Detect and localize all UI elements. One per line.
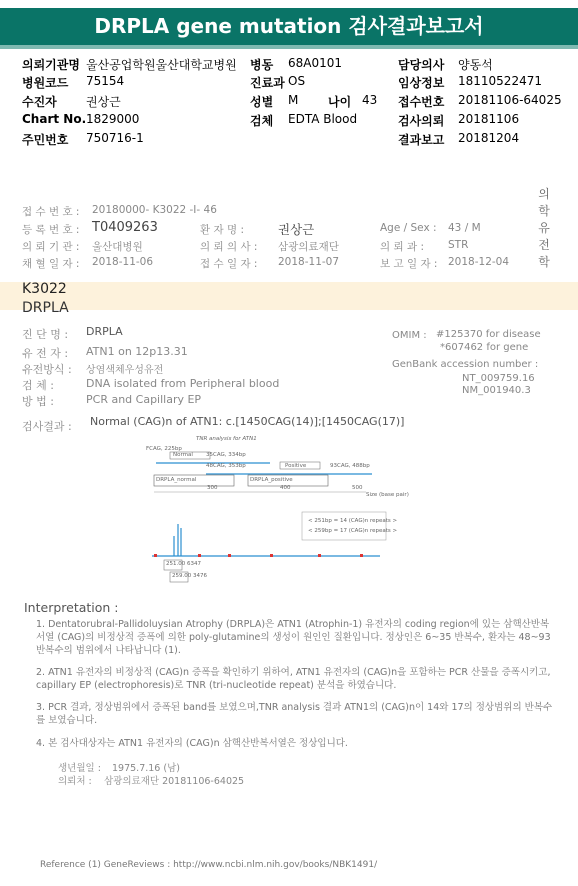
collect-label: 채 혈 일 자 : xyxy=(22,258,80,270)
accession-label: 접 수 번 호 : xyxy=(22,206,80,218)
header-label: 담당의사 xyxy=(398,58,445,72)
header-value: 750716-1 xyxy=(86,131,144,145)
diagnosis-label: 진 단 명 : xyxy=(22,328,69,341)
header-label: 병원코드 xyxy=(22,76,69,90)
result-label: 검사결과 : xyxy=(22,420,72,433)
agesex-label: Age / Sex : xyxy=(380,222,437,234)
header-label: 진료과 xyxy=(250,76,285,90)
inst-value: 울산대병원 xyxy=(92,241,143,253)
header-value: 68A0101 xyxy=(288,56,343,70)
genbank-1: NT_009759.16 xyxy=(462,373,535,384)
tick-400: 400 xyxy=(280,485,291,491)
tick-300: 300 xyxy=(207,485,218,491)
method-value: PCR and Capillary EP xyxy=(86,393,202,406)
reg-value: T0409263 xyxy=(92,220,158,235)
method-label: 방 법 : xyxy=(22,395,54,408)
header-value: 양동석 xyxy=(458,58,493,72)
inst-label: 의 뢰 기 관 : xyxy=(22,241,80,253)
header-label: 의뢰기관명 xyxy=(22,58,80,72)
bp-left: FCAG, 225bp xyxy=(146,446,182,452)
header-value: 울산공업학원울산대학교병원 xyxy=(86,58,237,72)
size-axis-label: Size (base pair) xyxy=(366,492,409,498)
diagram-title: TNR analysis for ATN1 xyxy=(196,436,257,442)
header-label: 검체 xyxy=(250,114,274,128)
header-value: 43 xyxy=(362,93,378,107)
code-band xyxy=(0,282,578,310)
positive-label: Positive xyxy=(285,463,307,469)
birth-label: 생년월일 : xyxy=(58,763,101,774)
legend-box xyxy=(302,512,386,540)
peak-label-1: 251.00 6347 xyxy=(166,561,201,567)
genbank-label: GenBank accession number : xyxy=(392,359,539,370)
box-positive-label: DRPLA_positive xyxy=(250,477,293,483)
requester-label: 의뢰처 : xyxy=(58,776,92,787)
header-value: 권상근 xyxy=(86,95,121,109)
header-value: 1829000 xyxy=(86,112,140,126)
header-label: 결과보고 xyxy=(398,133,445,147)
reference: Reference (1) GeneReviews : http://www.ncbi.nlm.nih.gov/books/NBK1491/ xyxy=(40,860,378,870)
gene-label: 유 전 자 : xyxy=(22,347,69,360)
interpretation-paragraph-2: 2. ATN1 유전자의 비정상적 (CAG)n 증폭을 확인하기 위하여, ATN1 유전자의 (CAG)n을 포함하는 PCR 산물을 증폭시키고, capillary EP (electrophoresis)로 TNR (tri-nucleotide repeat) 분석을 하였습니다. xyxy=(36,667,551,691)
birth-value: 1975.7.16 (남) xyxy=(112,763,180,774)
omim-disease: #125370 for disease xyxy=(436,329,541,340)
doctor-value: 삼광의료재단 xyxy=(278,241,339,253)
header-label: Chart No. xyxy=(22,112,87,126)
legend-line-1: < 251bp = 14 (CAG)n repeats > xyxy=(308,518,398,524)
header-label: 임상정보 xyxy=(398,76,445,90)
header-label: 접수번호 xyxy=(398,95,445,109)
specimen-label: 검 체 : xyxy=(22,379,54,392)
peak-label-2: 259.00 3476 xyxy=(172,573,207,579)
specimen-value: DNA isolated from Peripheral blood xyxy=(86,377,280,390)
header-value: M xyxy=(288,93,299,107)
header-label: 병동 xyxy=(250,58,274,72)
report-date-value: 2018-12-04 xyxy=(448,256,510,268)
bp-mid: 35CAG, 334bp xyxy=(206,452,246,458)
recv-label: 접 수 일 자 : xyxy=(200,258,258,270)
header-value: 20181204 xyxy=(458,131,520,145)
box-normal-label: DRPLA_normal xyxy=(156,477,197,483)
test-code: K3022 xyxy=(22,281,67,297)
title-underline xyxy=(0,45,578,49)
accession-value: 20180000- K3022 -I- 46 xyxy=(92,204,217,216)
header-label: 성별 xyxy=(250,95,274,109)
header-value: 20181106-64025 xyxy=(458,93,562,107)
gene-value: ATN1 on 12p13.31 xyxy=(86,345,188,358)
header-label: 주민번호 xyxy=(22,133,69,147)
diagnosis-value: DRPLA xyxy=(86,325,123,338)
patient-value: 권상근 xyxy=(278,222,315,237)
omim-gene: *607462 for gene xyxy=(440,342,529,353)
header-label: 나이 xyxy=(328,95,352,109)
tick-500: 500 xyxy=(352,485,363,491)
result-value: Normal (CAG)n of ATN1: c.[1450CAG(14)];[1450CAG(17)] xyxy=(90,415,405,428)
report-date-label: 보 고 일 자 : xyxy=(380,258,438,270)
interpretation-paragraph-1: 1. Dentatorubral-Pallidoluysian Atrophy (DRPLA)은 ATN1 (Atrophin-1) 유전자의 coding region에 있는 삼핵산반복서열 (CAG)의 비정상적 증폭에 의한 poly-glutamine의 생성이 원인인 질환입니다. 정상인은 6~35 반복수, 환자는 48~93 반복수의 범위에서 나타납니다 (1). xyxy=(36,619,551,656)
bp-mid2: 48CAG, 353bp xyxy=(206,463,246,469)
test-name: DRPLA xyxy=(22,300,69,316)
interpretation-paragraph-4: 4. 본 검사대상자는 ATN1 유전자의 (CAG)n 삼핵산반복서열은 정상입니다. xyxy=(36,738,348,749)
reg-label: 등 록 번 호 : xyxy=(22,224,80,236)
header-value: EDTA Blood xyxy=(288,112,358,126)
collect-value: 2018-11-06 xyxy=(92,256,154,268)
requester-value: 삼광의료재단 20181106-64025 xyxy=(104,776,245,787)
header-value: OS xyxy=(288,74,306,88)
header-value: 20181106 xyxy=(458,112,520,126)
side-vertical-text: 의학유전학 xyxy=(538,187,550,269)
dept-value: STR xyxy=(448,239,469,251)
dept-label: 의 뢰 과 : xyxy=(380,241,424,253)
recv-value: 2018-11-07 xyxy=(278,256,340,268)
legend-line-2: < 259bp = 17 (CAG)n repeats > xyxy=(308,528,398,534)
interpretation-paragraph-3: 3. PCR 결과, 정상범위에서 증폭된 band를 보였으며,TNR analysis 결과 ATN1의 (CAG)n이 14와 17의 정상범위의 반복수를 보였습니다. xyxy=(36,702,553,726)
inheritance-label: 유전방식 : xyxy=(22,363,72,376)
genbank-2: NM_001940.3 xyxy=(462,385,531,396)
doctor-label: 의 뢰 의 사 : xyxy=(200,241,258,253)
report-title: DRPLA gene mutation 검사결과보고서 xyxy=(0,8,578,45)
interpretation-title: Interpretation : xyxy=(24,600,119,615)
bp-right: 93CAG, 488bp xyxy=(330,463,370,469)
agesex-value: 43 / M xyxy=(448,222,481,234)
patient-label: 환 자 명 : xyxy=(200,224,244,236)
inheritance-value: 상염색체우성유전 xyxy=(86,365,164,376)
header-value: 75154 xyxy=(86,74,125,88)
normal-label: Normal xyxy=(173,452,193,458)
omim-label: OMIM : xyxy=(392,330,427,341)
header-value: 18110522471 xyxy=(458,74,542,88)
header-label: 검사의뢰 xyxy=(398,114,445,128)
header-label: 수진자 xyxy=(22,95,57,109)
